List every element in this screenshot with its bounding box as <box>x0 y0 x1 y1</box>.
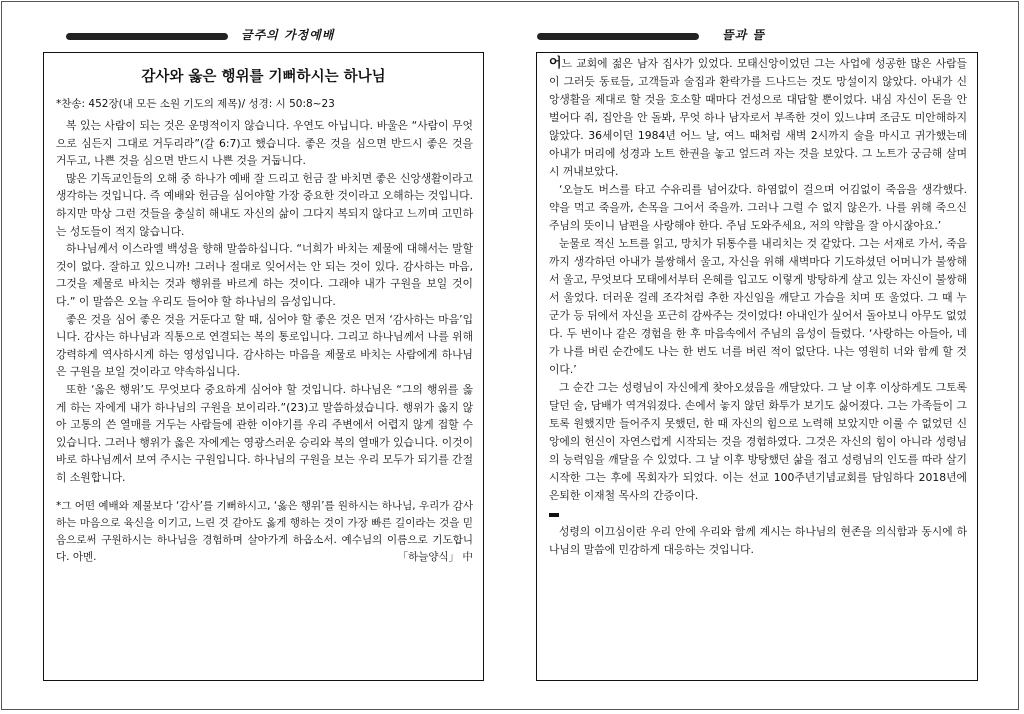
source-citation: 「하늘양식」 中 <box>394 549 473 566</box>
paragraph: 하나님께서 이스라엘 백성을 향해 말씀하십니다. “너희가 바치는 제물에 대해서는 말할 것이 없다. 잘하고 있으니까! 그러나 절대로 잊어서는 안 되는 것이 있다. 감사하는 마음, 그것을 제물로 바치는 것과 행위를 바르게 하는 것이다. 그래야 내가 구원을 보일 것이다.” 이 말씀은 오늘 우리도 들어야 할 하나님의 음성입니다. <box>56 242 473 308</box>
paragraph: 눈물로 적신 노트를 읽고, 망치가 뒤통수를 내리치는 것 같았다. 그는 서재로 가서, 죽음까지 생각하던 아내가 불쌍해서 울고, 자신을 위해 새벽마다 기도하셨던 어머니가 불쌍해서 울고, 무엇보다 모태에서부터 은혜를 입고도 이렇게 방탕하게 살고 있는 자신이 불쌍해서 울었다. 더러운 걸레 조각처럼 추한 자신임을 깨닫고 가슴을 치며 또 울었다. 그 때 누군가 등 뒤에서 자신을 포근히 감싸주는 것이었다! 아내인가 싶어서 돌아보니 아무도 없었다. 두 번이나 같은 경험을 한 후 마음속에서 주님의 음성이 들렸다. ‘사랑하는 아들아, 네가 나를 버린 순간에도 나는 한 번도 너를 버린 적이 없단다. 나는 영원히 너와 함께 할 것이다.’ <box>549 237 967 376</box>
paragraph: 많은 기독교인들의 오해 중 하나가 예배 잘 드리고 헌금 잘 바치면 좋은 신앙생활이라고 생각하는 것입니다. 즉 예배와 헌금을 심어야할 가장 중요한 것이라고 오해하는 것입니다. 하지만 막상 그런 것들을 충실히 해내도 자신의 삶이 그다지 복되지 않다고 느끼며 고민하는 성도들이 적지 않습니다. <box>56 171 473 238</box>
paragraph: 또한 ‘옳은 행위’도 무엇보다 중요하게 심어야 할 것입니다. 하나님은 “그의 행위를 옳게 하는 자에게 내가 하나님의 구원을 보이리라.”(23)고 말씀하셨습니다. 행위가 옳지 않아 고통의 쓴 열매를 거두는 사람들에 관한 이야기를 우리 주변에서 어렵지 않게 접할 수 있습니다. 그러나 행위가 옳은 자에게는 영광스러운 승리와 복의 열매가 있습니다. 이것이 바로 하나님께서 보여 주시는 구원입니다. 하나님의 구원을 보는 우리 모두가 되기를 간절히 소원합니다. <box>56 382 473 484</box>
paragraph: 복 있는 사람이 되는 것은 운명적이지 않습니다. 우연도 아닙니다. 바울은 “사람이 무엇으로 심든지 그대로 거두리라”(갈 6:7)고 했습니다. 좋은 것을 심으면 반드시 좋은 것을 거두고, 나쁜 것을 심으면 반드시 나쁜 것을 거둡니다. <box>56 119 473 168</box>
drop-initial: 어 <box>549 56 562 71</box>
prayer-text: *그 어떤 예배와 제물보다 ‘감사’를 기뻐하시고, ‘옳은 행위’를 원하시는 하나님, 우리가 감사하는 마음으로 육신을 이기고, 느린 것 같아도 옳게 행하는 것이 가장 빠른 길이라는 것을 믿음으로써 구원하시는 하나님을 경험하며 살아가게 하옵소서. 예수님의 이름으로 기도합니다. 아멘. <box>56 500 473 564</box>
closing-paragraph: 성령의 이끄심이란 우리 안에 우리와 함께 계시는 하나님의 현존을 의식함과 동시에 하나님의 말씀에 민감하게 대응하는 것입니다. <box>549 525 967 556</box>
left-article <box>43 52 484 681</box>
prayer-note <box>56 498 473 566</box>
hymn-scripture-info: *찬송: 452장(내 모든 소원 기도의 제목)/ 성경: 시 50:8~23 <box>56 98 335 110</box>
left-header-bar <box>66 33 228 40</box>
paragraph: 그 순간 그는 성령님이 자신에게 찾아오셨음을 깨달았다. 그 날 이후 이상하게도 그토록 달던 술, 담배가 역겨워졌다. 손에서 놓지 않던 화투가 보기도 싫어졌다. 그는 가족들이 그토록 원했지만 들어주지 못했던, 한 때 자신의 힘으로 노력해 보았지만 이룰 수 없었던 신앙에의 헌신이 자연스럽게 시작되는 것을 경험하였다. 그것은 자신의 힘이 아니라 성령님의 능력임을 깨달을 수 있었다. 그 날 이후 방탕했던 삶을 접고 성령님의 인도를 따라 살기 시작한 그는 후에 목회자가 되었다. 이는 선교 100주년기념교회를 담임하다 2018년에 은퇴한 이재철 목사의 간증이다. <box>549 381 967 502</box>
closing-body <box>549 523 967 559</box>
paragraph <box>549 55 967 181</box>
left-header: 글주의 가정예배 <box>241 28 335 42</box>
paragraph: ‘오늘도 버스를 타고 수유리를 넘어갔다. 하염없이 걸으며 어김없이 죽음을 생각했다. 약을 먹고 죽을까, 손목을 그어서 죽을까. 그러나 그럴 수 없지 않은가. 나를 위해 죽으신 주님의 뜻이니 남편을 사랑해야 한다. 주님 도와주세요, 저의 약함을 잘 아시잖아요.’ <box>549 183 967 232</box>
article-title: 감사와 옳은 행위를 기뻐하시는 하나님 <box>141 69 386 85</box>
right-header-bar <box>537 33 699 40</box>
paragraph-text: 느 교회에 젊은 남자 집사가 있었다. 모태신앙이었던 그는 사업에 성공한 많은 사람들이 그러듯 동료들, 고객들과 술집과 환락가를 드나드는 것도 망설이지 않았다. 아내가 신앙생활을 제대로 할 것을 호소할 때마다 건성으로 대답할 뿐이었다. 내심 자신이 돈을 안 벌어다 줘, 집안을 안 돌봐, 무엇 하나 남자로서 부족한 것이 있느냐며 조금도 미안해하지 않았다. 36세이던 1984년 어느 날, 여느 때처럼 새벽 2시까지 술을 마시고 귀가했는데 아내가 머리에 성경과 노트 한권을 놓고 엎드려 자는 것을 보았다. 그 노트가 궁금해 살며시 꺼내보았다. <box>549 57 967 178</box>
story-body <box>549 55 967 505</box>
right-header: 뜰과 뜰 <box>722 28 765 42</box>
section-divider <box>549 513 559 517</box>
right-article <box>536 52 978 681</box>
article-body <box>56 117 473 486</box>
paragraph: 좋은 것을 심어 좋은 것을 거둔다고 할 때, 심어야 할 좋은 것은 먼저 ‘감사하는 마음’입니다. 감사는 하나님과 직통으로 연결되는 복의 통로입니다. 그리고 하나님께서 나를 위해 강력하게 역사하시게 하는 영성입니다. 감사하는 마음을 제물로 바치는 사람에게 하나님은 구원을 보일 것이라고 약속하십니다. <box>56 312 473 379</box>
